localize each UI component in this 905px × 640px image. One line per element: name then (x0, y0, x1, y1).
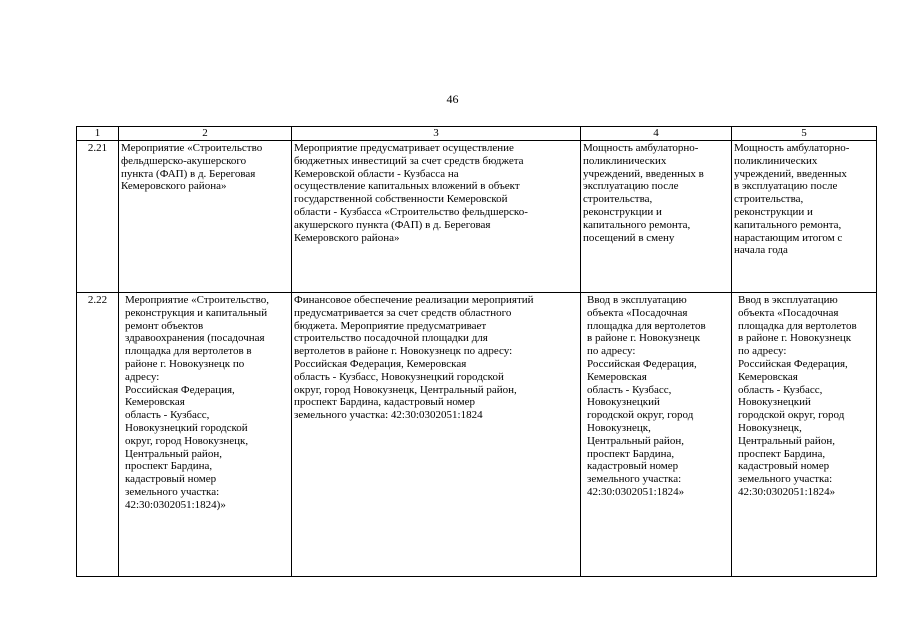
event-name-cell: Мероприятие «Строительство, реконструкция и капитальный ремонт объектов здравоохранения (посадочная площадка для вертолетов в районе г. Новокузнецк по адресу: Российская Федерация, Кемеровская область - Кузбасс, Новокузнецкий городской округ, город Новокузнецк, Центральный район, проспект Бардина, кадастровый номер земельного участка: 42:30:0302051:1824)» (119, 293, 292, 577)
event-description-cell: Финансовое обеспечение реализации мероприятий предусматривается за счет средств областного бюджета. Мероприятие предусматривает строительство посадочной площадки для вертолетов в районе г. Новокузнецк по адресу: Российская Федерация, Кемеровская область - Кузбасс, Новокузнецкий городской округ, город Новокузнецк, Центральный район, проспект Бардина, кадастровый номер земельного участка: 42:30:0302051:1824 (292, 293, 581, 577)
column-header-3: 3 (292, 127, 581, 141)
table-header-row (77, 127, 877, 141)
event-name-cell: Мероприятие «Строительство фельдшерско-акушерского пункта (ФАП) в д. Береговая Кемеровского района» (119, 141, 292, 293)
table-row (77, 141, 877, 293)
column-header-2: 2 (119, 127, 292, 141)
column-header-1: 1 (77, 127, 119, 141)
event-description-cell: Мероприятие предусматривает осуществление бюджетных инвестиций за счет средств бюджета Кемеровской области - Кузбасса на осуществление капитальных вложений в объект государственной собственности Кемеровской области - Кузбасса «Строительство фельдшерско- акушерского пункта (ФАП) в д. Береговая Кемеровского района» (292, 141, 581, 293)
column-header-4: 4 (581, 127, 732, 141)
row-number: 2.21 (77, 141, 119, 293)
indicator-method-cell: Мощность амбулаторно- поликлинических учреждений, введенных в эксплуатацию после строительства, реконструкции и капитального ремонта, нарастающим итогом с начала года (732, 141, 877, 293)
measures-table (76, 126, 877, 577)
indicator-name-cell: Мощность амбулаторно- поликлинических учреждений, введенных в эксплуатацию после строительства, реконструкции и капитального ремонта, посещений в смену (581, 141, 732, 293)
table-row (77, 293, 877, 577)
indicator-method-cell: Ввод в эксплуатацию объекта «Посадочная площадка для вертолетов в районе г. Новокузнецк по адресу: Российская Федерация, Кемеровская область - Кузбасс, Новокузнецкий городской округ, город Новокузнецк, Центральный район, проспект Бардина, кадастровый номер земельного участка: 42:30:0302051:1824» (732, 293, 877, 577)
column-header-5: 5 (732, 127, 877, 141)
row-number: 2.22 (77, 293, 119, 577)
page-number: 46 (446, 92, 459, 106)
indicator-name-cell: Ввод в эксплуатацию объекта «Посадочная площадка для вертолетов в районе г. Новокузнецк по адресу: Российская Федерация, Кемеровская область - Кузбасс, Новокузнецкий городской округ, город Новокузнецк, Центральный район, проспект Бардина, кадастровый номер земельного участка: 42:30:0302051:1824» (581, 293, 732, 577)
